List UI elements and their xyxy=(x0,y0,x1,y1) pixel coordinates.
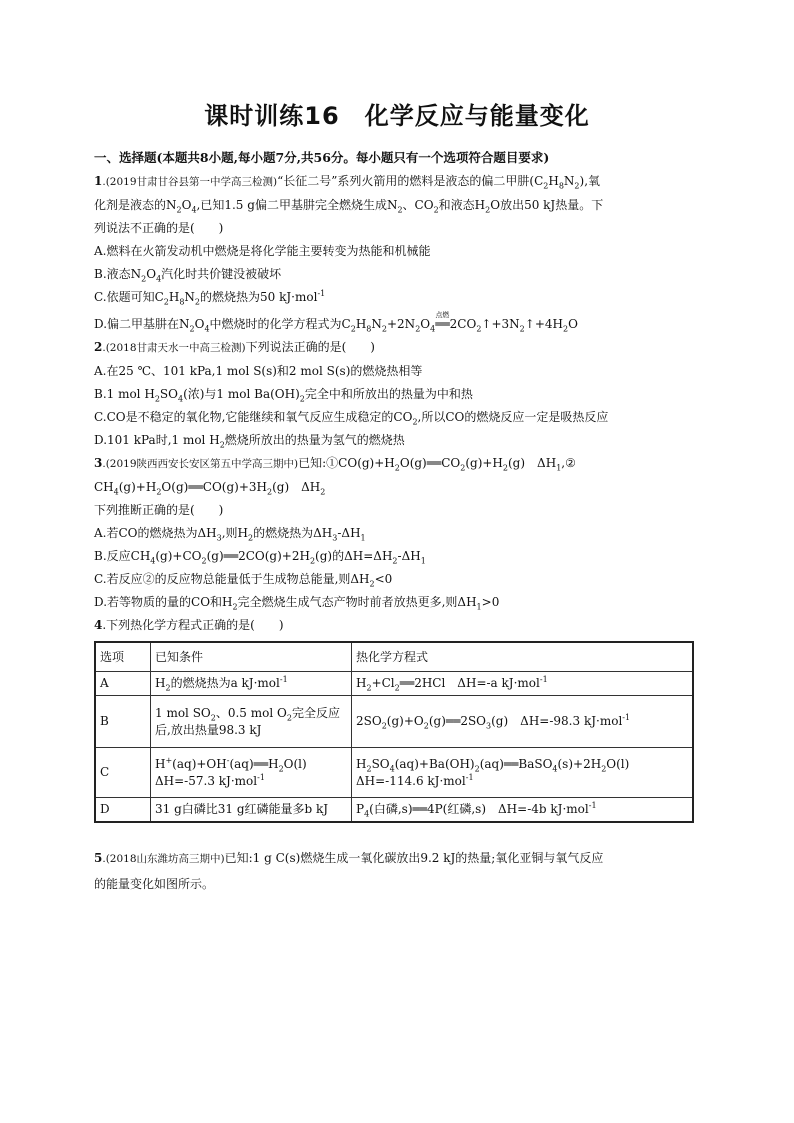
q2-stem: 2.(2018甘肃天水一中高三检测)下列说法正确的是( ) xyxy=(94,340,375,354)
q1-option-c: C.依题可知$C_2H_8N_2$的燃烧热为50 kJ·mol$^{-1}$ xyxy=(94,289,326,307)
table-row xyxy=(95,696,693,748)
q3-option-d: D.若等物质的量的CO和$H_2$完全燃烧生成气态产物时前者放热更多,则$\Delta H_1>0$ xyxy=(94,595,500,612)
q4-options-table xyxy=(94,641,694,823)
table-header-cell: 已知条件 xyxy=(151,642,352,672)
q1-option-a: A.燃料在火箭发动机中燃烧是将化学能主要转变为热能和机械能 xyxy=(94,244,431,258)
table-header-row xyxy=(95,642,693,672)
table-row xyxy=(95,672,693,696)
q2-option-c: C.CO是不稳定的氧化物,它能继续和氧气反应生成稳定的$CO_2$,所以CO的燃烧反应一定是吸热反应 xyxy=(94,410,609,427)
condition-cell: 31 g白磷比31 g红磷能量多b kJ xyxy=(151,798,352,823)
q2-option-a: A.在25 ℃、101 kPa,1 mol S(s)和2 mol S(s)的燃烧热相等 xyxy=(94,364,423,378)
q5-stem-line2: 的能量变化如图所示。 xyxy=(94,877,215,891)
q2-option-d: D.101 kPa时,1 mol $H_2$燃烧所放出的热量为氢气的燃烧热 xyxy=(94,433,405,450)
option-cell: D xyxy=(95,798,151,823)
section-heading: 一、选择题(本题共8小题,每小题7分,共56分。每小题只有一个选项符合题目要求) xyxy=(94,150,550,165)
ignition-condition-label: 点燃 xyxy=(435,311,450,319)
equation-cell: $2SO_2(g)+O_2(g)══2SO_3(g)$ ΔH=-98.3 kJ·mol$^{-1}$ xyxy=(352,696,694,748)
q1-stem-line1: 1.(2019甘肃甘谷县第一中学高三检测)“长征二号”系列火箭用的燃料是液态的偏二甲肼$(C_2H_8N_2)$,氧 xyxy=(94,174,601,191)
option-cell: A xyxy=(95,672,151,696)
table-row xyxy=(95,748,693,798)
q1-option-d: D.偏二甲基肼在$N_2O_4$中燃烧时的化学方程式为$C_2H_8N_2+2N_2O_4$ 点燃 $══2CO_2↑+3N_2↑+4H_2O$ xyxy=(94,317,700,332)
q5-stem-line1: 5.(2018山东潍坊高三期中)已知:1 g C(s)燃烧生成一氧化碳放出9.2 kJ的热量;氧化亚铜与氧气反应 xyxy=(94,851,604,865)
q3-stem-line3: 下列推断正确的是( ) xyxy=(94,503,224,517)
q3-option-a: A.若CO的燃烧热为$\Delta H_3$,则$H_2$的燃烧热为$\Delta H_3-\Delta H_1$ xyxy=(94,526,366,543)
equation-cell: $H_2+Cl_2══2HCl$ ΔH=-a kJ·mol$^{-1}$ xyxy=(352,672,694,696)
q3-stem-line1: 3.(2019陕西西安长安区第五中学高三期中)已知$:①CO(g)+H_2O(g)══CO_2(g)+H_2(g)$ $\Delta H_1,②$ xyxy=(94,456,576,473)
page-title: 课时训练16 化学反应与能量变化 xyxy=(204,102,590,130)
equation-cell: $H_2SO_4(aq)+Ba(OH)_2(aq)══BaSO_4(s)+2H_2O(l)$ ΔH=-114.6 kJ·mol$^{-1}$ xyxy=(352,748,694,798)
q1-option-b: B.液态$N_2O_4$汽化时共价键没被破坏 xyxy=(94,267,282,284)
table-row xyxy=(95,798,693,823)
q3-option-b: B.反应$CH_4(g)+CO_2(g)══2CO(g)+2H_2(g)$的$\Delta H=\Delta H_2-\Delta H_1$ xyxy=(94,549,426,566)
option-cell: B xyxy=(95,696,151,748)
q1-stem-line2: 化剂是液态的$N_2O_4$,已知1.5 g偏二甲基肼完全燃烧生成$N_2$、$CO_2$和液态$H_2O$放出50 kJ热量。下 xyxy=(94,198,604,215)
equation-cell: $P_4$(白磷,s)══4P(红磷,s) ΔH=-4b kJ·mol$^{-1}$ xyxy=(352,798,694,823)
condition-cell: $H_2$的燃烧热为a kJ·mol$^{-1}$ xyxy=(151,672,352,696)
q3-option-c: C.若反应②的反应物总能量低于生成物总能量,则$\Delta H_2<0$ xyxy=(94,572,393,589)
q2-option-b: B.1 mol $H_2SO_4$(浓)与1 mol $Ba(OH)_2$完全中和所放出的热量为中和热 xyxy=(94,387,473,404)
option-cell: C xyxy=(95,748,151,798)
exercise-body xyxy=(94,148,700,900)
q4-stem: 4.下列热化学方程式正确的是( ) xyxy=(94,618,284,632)
condition-cell: $H^+(aq)+OH^-(aq)══H_2O(l)$ ΔH=-57.3 kJ·mol$^{-1}$ xyxy=(151,748,352,798)
condition-cell: 1 mol $SO_2$、0.5 mol $O_2$完全反应后,放出热量98.3 kJ xyxy=(151,696,352,748)
table-header-cell: 选项 xyxy=(95,642,151,672)
q1-stem-line3: 列说法不正确的是( ) xyxy=(94,221,224,235)
table-header-cell: 热化学方程式 xyxy=(352,642,694,672)
q3-stem-line2: $CH_4(g)+H_2O(g)══CO(g)+3H_2(g)$ $\Delta H_2$ xyxy=(94,480,326,497)
